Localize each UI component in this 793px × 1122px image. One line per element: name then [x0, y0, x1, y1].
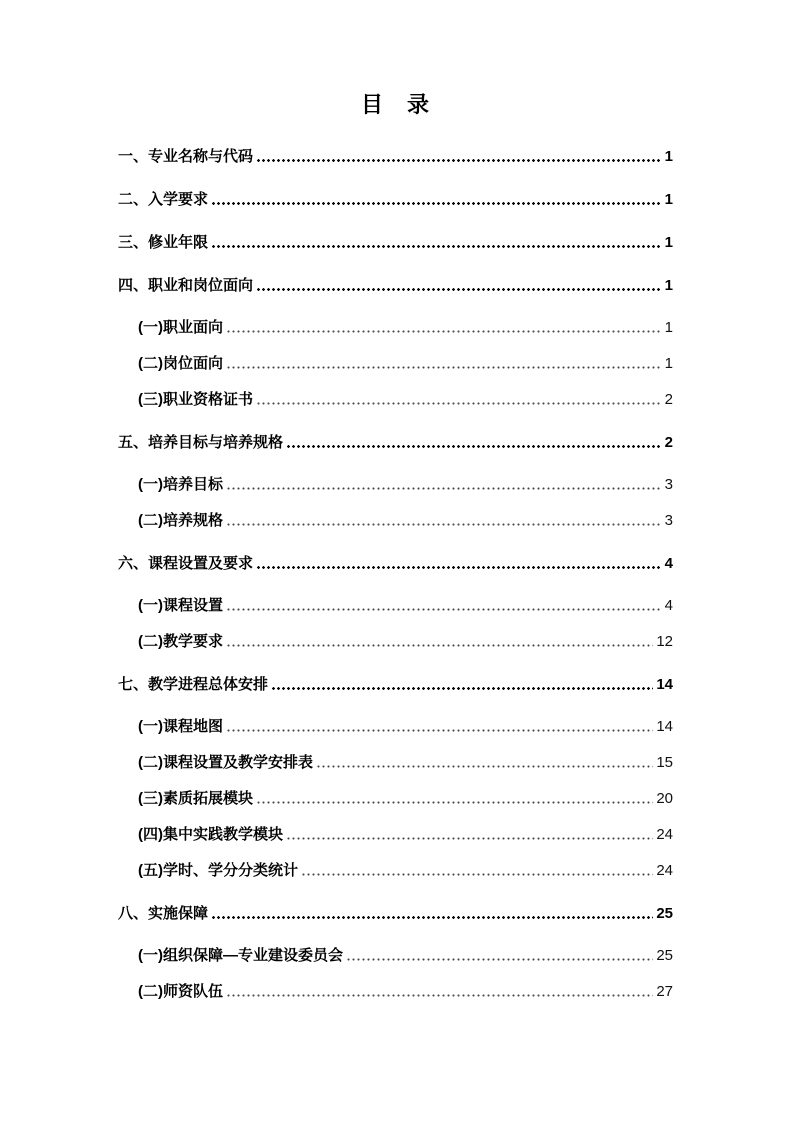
toc-entry-page: 1 [664, 191, 673, 208]
toc-entry[interactable] [118, 948, 673, 964]
toc-entry-page: 3 [664, 476, 673, 493]
toc-entry-label: (二)培养规格 [138, 512, 223, 529]
toc-entry-page: 2 [664, 391, 673, 408]
toc-entry-label: (四)集中实践教学模块 [138, 826, 283, 843]
toc-entry-page: 2 [664, 434, 673, 451]
dot-leader [211, 201, 662, 206]
toc-entry[interactable] [118, 477, 673, 493]
dot-leader [256, 401, 662, 406]
dot-leader [286, 836, 653, 841]
dot-leader [211, 915, 653, 920]
toc-entry-label: (二)课程设置及教学安排表 [138, 754, 313, 771]
dot-leader [226, 365, 662, 370]
dot-leader [286, 444, 662, 449]
toc-entry-page: 1 [664, 319, 673, 336]
toc-entry-page: 3 [664, 512, 673, 529]
toc-entry[interactable] [118, 235, 673, 251]
toc-entry-page: 1 [664, 234, 673, 251]
toc-entry-label: 四、职业和岗位面向 [118, 277, 254, 294]
dot-leader [226, 728, 653, 733]
toc-entry-label: 三、修业年限 [118, 234, 209, 251]
page-title: 目 录 [360, 92, 430, 117]
toc-entry-label: 七、教学进程总体安排 [118, 676, 269, 693]
toc-entry-label: (二)岗位面向 [138, 355, 223, 372]
toc-entry[interactable] [118, 827, 673, 843]
dot-leader [256, 800, 653, 805]
toc-entry-label: (五)学时、学分分类统计 [138, 862, 298, 879]
toc-entry[interactable] [118, 906, 673, 922]
toc-entry-label: (一)组织保障—专业建设委员会 [138, 947, 343, 964]
toc-entry[interactable] [118, 634, 673, 650]
toc-entry[interactable] [118, 719, 673, 735]
toc-entry[interactable] [118, 677, 673, 693]
toc-entry-page: 1 [664, 277, 673, 294]
toc-entry-page: 14 [656, 676, 673, 693]
dot-leader [256, 287, 662, 292]
toc-entry[interactable] [118, 192, 673, 208]
toc-entry[interactable] [118, 356, 673, 372]
dot-leader [346, 957, 653, 962]
table-of-contents [118, 149, 673, 1000]
toc-entry-page: 25 [656, 947, 673, 964]
dot-leader [256, 565, 662, 570]
toc-entry-label: (三)素质拓展模块 [138, 790, 253, 807]
dot-leader [226, 329, 662, 334]
toc-entry-label: 二、入学要求 [118, 191, 209, 208]
toc-entry-label: (三)职业资格证书 [138, 391, 253, 408]
toc-entry-label: (二)师资队伍 [138, 983, 223, 1000]
toc-entry[interactable] [118, 320, 673, 336]
toc-entry-page: 25 [656, 905, 673, 922]
toc-entry-label: 八、实施保障 [118, 905, 209, 922]
toc-entry[interactable] [118, 392, 673, 408]
dot-leader [226, 607, 662, 612]
toc-entry-label: 六、课程设置及要求 [118, 555, 254, 572]
dot-leader [226, 993, 653, 998]
toc-entry[interactable] [118, 598, 673, 614]
dot-leader [316, 764, 653, 769]
toc-entry-page: 12 [656, 633, 673, 650]
dot-leader [271, 686, 653, 691]
dot-leader [226, 522, 662, 527]
dot-leader [226, 643, 653, 648]
toc-entry-label: 一、专业名称与代码 [118, 148, 254, 165]
toc-entry-page: 1 [664, 148, 673, 165]
toc-entry-page: 24 [656, 862, 673, 879]
toc-entry-page: 24 [656, 826, 673, 843]
toc-entry-label: 五、培养目标与培养规格 [118, 434, 284, 451]
toc-entry-page: 20 [656, 790, 673, 807]
toc-entry-label: (一)课程设置 [138, 597, 223, 614]
toc-entry[interactable] [118, 556, 673, 572]
toc-entry-label: (一)课程地图 [138, 718, 223, 735]
dot-leader [211, 244, 662, 249]
toc-entry-label: (一)培养目标 [138, 476, 223, 493]
toc-entry[interactable] [118, 755, 673, 771]
dot-leader [301, 872, 653, 877]
toc-entry-label: (二)教学要求 [138, 633, 223, 650]
dot-leader [226, 486, 662, 491]
toc-entry[interactable] [118, 791, 673, 807]
toc-entry-page: 1 [664, 355, 673, 372]
toc-entry-label: (一)职业面向 [138, 319, 223, 336]
toc-entry[interactable] [118, 149, 673, 165]
toc-entry[interactable] [118, 863, 673, 879]
toc-entry[interactable] [118, 278, 673, 294]
toc-entry-page: 4 [664, 597, 673, 614]
dot-leader [256, 158, 662, 163]
toc-entry[interactable] [118, 435, 673, 451]
toc-entry[interactable] [118, 513, 673, 529]
toc-entry-page: 4 [664, 555, 673, 572]
toc-entry-page: 27 [656, 983, 673, 1000]
toc-entry-page: 15 [656, 754, 673, 771]
toc-entry-page: 14 [656, 718, 673, 735]
toc-entry[interactable] [118, 984, 673, 1000]
